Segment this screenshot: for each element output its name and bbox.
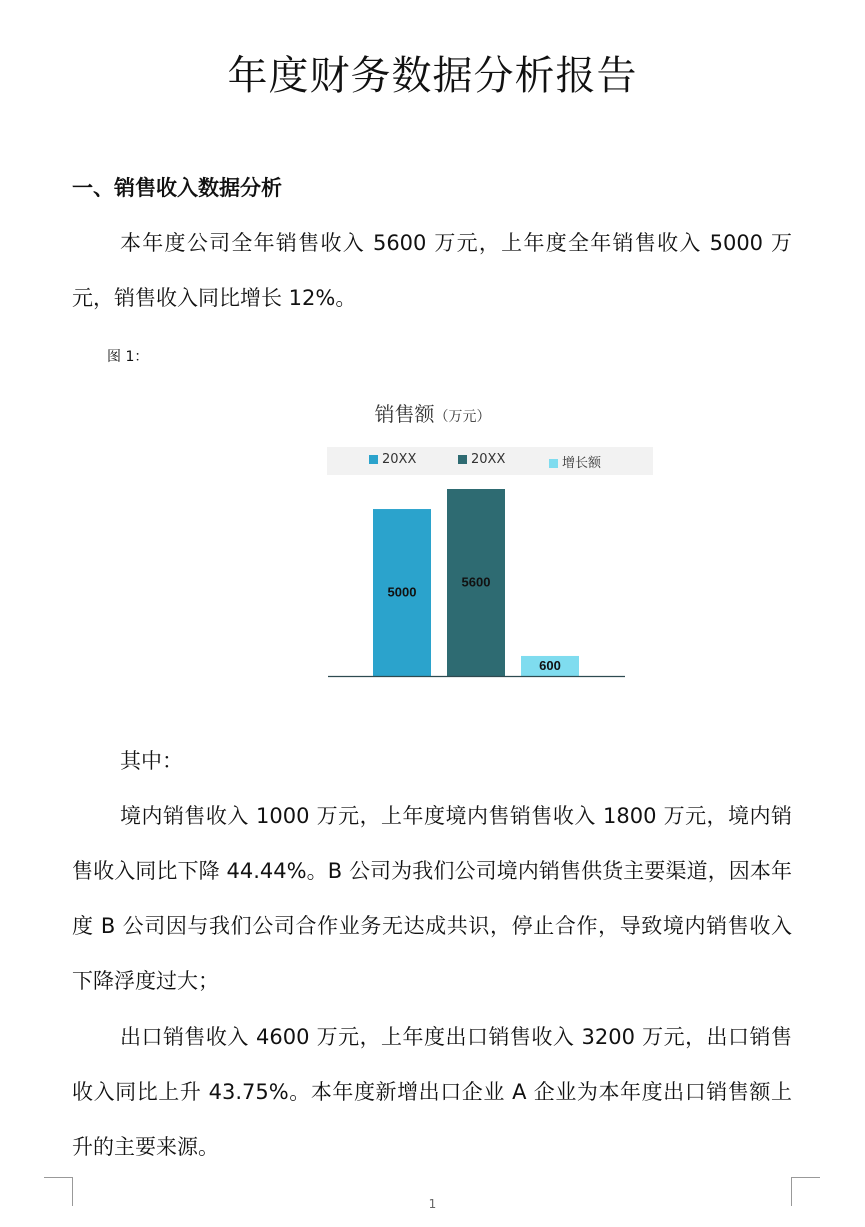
bar-data-label: 5600 (461, 574, 491, 590)
paragraph-intro: 其中： (120, 749, 183, 773)
paragraph-export-sales: 出口销售收入 4600 万元，上年度出口销售收入 3200 万元，出口销售收入同比上升 43.75%。本年度新增出口企业 A 企业为本年度出口销售额上升的主要来源。 (72, 1025, 792, 1159)
section-heading: 一、销售收入数据分析 (72, 176, 282, 200)
legend-label: 20XX (471, 452, 506, 467)
legend-label: 增长额 (562, 456, 602, 471)
legend-label: 20XX (382, 452, 417, 467)
document-title: 年度财务数据分析报告 (227, 53, 638, 99)
page-number: 1 (428, 1197, 437, 1211)
paragraph-domestic-sales: 境内销售收入 1000 万元，上年度境内售销售收入 1800 万元，境内销售收入同比下降 44.44%。B 公司为我们公司境内销售供货主要渠道，因本年度 B 公司因与我们公司合作业务无达成共识，停止合作，导致境内销售收入下降浮度过大； (72, 804, 792, 993)
bar-data-label: 5000 (387, 584, 417, 600)
figure-caption: 图 1： (107, 349, 149, 365)
paragraph-sales-summary: 本年度公司全年销售收入 5600 万元，上年度全年销售收入 5000 万元，销售收入同比增长 12%。 (72, 231, 792, 310)
bar-data-label: 600 (539, 657, 561, 673)
chart-title-unit: （万元） (434, 409, 491, 425)
chart-title-text: 销售额 (374, 402, 435, 426)
